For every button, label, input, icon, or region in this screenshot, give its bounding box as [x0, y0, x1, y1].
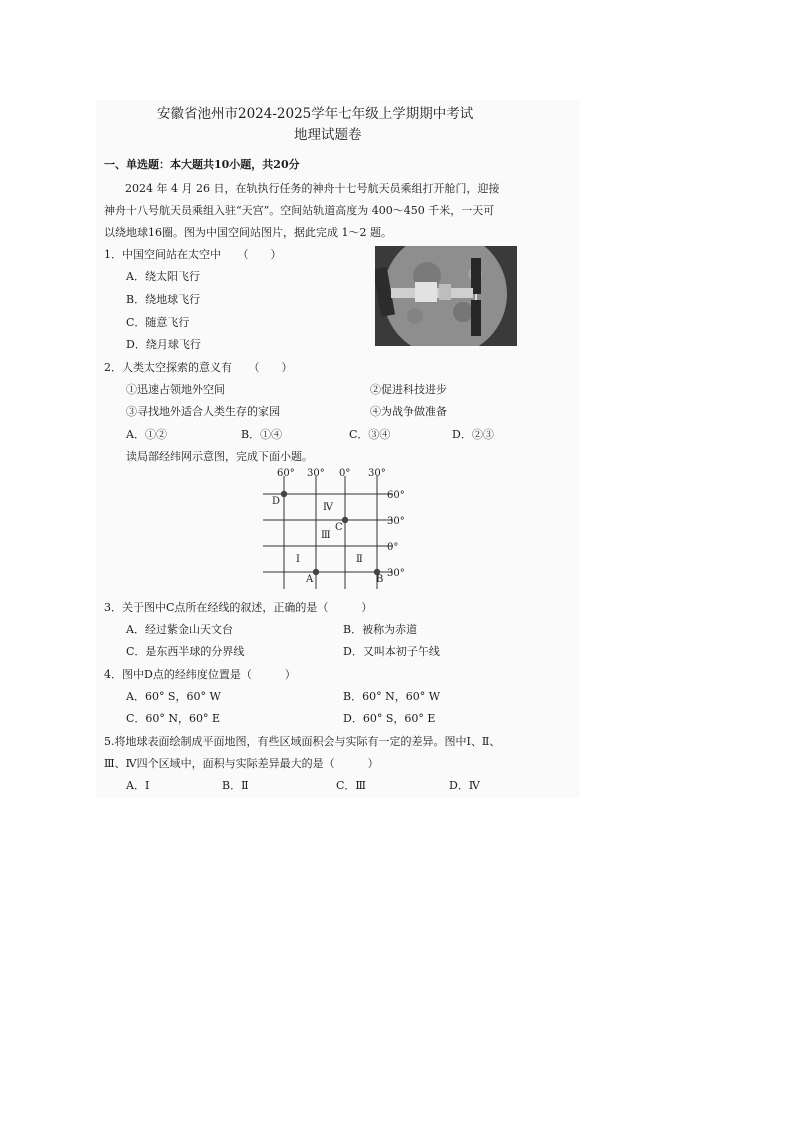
- q1-option-b: B．绕地球飞行: [126, 293, 201, 306]
- q5-option-d: D．Ⅳ: [449, 779, 480, 792]
- q3-option-b: B．被称为赤道: [343, 623, 418, 636]
- q2-statement-3: ③寻找地外适合人类生存的家园: [126, 405, 280, 418]
- point-label-d: D: [272, 496, 281, 507]
- lat-label-0: 0°: [387, 542, 399, 553]
- question-4-stem: 4．图中D点的经纬度位置是（ ）: [104, 668, 296, 681]
- question-2-stem: 2．人类太空探索的意义有 （ ）: [104, 361, 293, 374]
- region-label-4: Ⅳ: [323, 502, 333, 513]
- q1-option-d: D．绕月球飞行: [126, 338, 201, 351]
- q4-option-b: B．60° N，60° W: [343, 690, 441, 703]
- region-label-3: Ⅲ: [321, 530, 331, 541]
- q4-option-c: C．60° N，60° E: [126, 712, 221, 725]
- question-1-stem: 1．中国空间站在太空中 （ ）: [104, 248, 282, 261]
- q2-option-a: A．①②: [126, 428, 167, 441]
- point-a-marker: [313, 569, 319, 575]
- region-label-2: Ⅱ: [356, 554, 363, 565]
- point-label-c: C: [335, 522, 343, 533]
- space-station-photo: [375, 246, 517, 346]
- q1-option-a: A．绕太阳飞行: [126, 270, 200, 283]
- point-c-marker: [342, 517, 348, 523]
- lat-label-30n: 30°: [387, 516, 405, 527]
- point-d-marker: [281, 491, 287, 497]
- point-label-a: A: [306, 574, 314, 585]
- q2-statement-2: ②促进科技进步: [370, 383, 447, 396]
- q1-option-c: C．随意飞行: [126, 316, 190, 329]
- exam-title-line2: 地理试题卷: [294, 127, 362, 143]
- graticule-diagram: [255, 464, 415, 589]
- lat-label-60: 60°: [387, 490, 405, 501]
- q3-option-d: D．又叫本初子午线: [343, 645, 440, 658]
- lon-label-0: 0°: [339, 468, 351, 479]
- lat-label-30s: 30°: [387, 568, 405, 579]
- q4-option-a: A．60° S，60° W: [126, 690, 221, 703]
- point-label-b: B: [376, 574, 384, 585]
- question-5-stem: 5.将地球表面绘制成平面地图，有些区域面积会与实际有一定的差异。图中Ⅰ、Ⅱ、: [104, 735, 501, 748]
- lon-label-60: 60°: [277, 468, 295, 479]
- question-5-stem-cont: Ⅲ、Ⅳ四个区域中，面积与实际差异最大的是（ ）: [104, 757, 379, 770]
- q5-option-b: B．Ⅱ: [222, 779, 249, 792]
- q2-statement-4: ④为战争做准备: [370, 405, 447, 418]
- lon-label-30w: 30°: [307, 468, 325, 479]
- passage-line: 2024 年 4 月 26 日，在轨执行任务的神舟十七号航天员乘组打开舱门，迎接: [125, 182, 500, 195]
- q3-option-c: C．是东西半球的分界线: [126, 645, 245, 658]
- q3-option-a: A．经过紫金山天文台: [126, 623, 233, 636]
- passage-line: 以绕地球16圈。图为中国空间站图片，据此完成 1～2 题。: [104, 226, 392, 239]
- lon-label-30e: 30°: [368, 468, 386, 479]
- q2-statement-1: ①迅速占领地外空间: [126, 383, 225, 396]
- q5-option-c: C．Ⅲ: [336, 779, 367, 792]
- exam-title-line1: 安徽省池州市2024-2025学年七年级上学期期中考试: [157, 106, 474, 122]
- q2-option-d: D．②③: [452, 428, 494, 441]
- q2-option-b: B．①④: [241, 428, 283, 441]
- q2-option-c: C．③④: [349, 428, 391, 441]
- q4-option-d: D．60° S，60° E: [343, 712, 436, 725]
- passage-line: 神舟十八号航天员乘组入驻“天宫”。空间站轨道高度为 400～450 千米，一天可: [104, 204, 495, 217]
- map-intro: 读局部经纬网示意图，完成下面小题。: [126, 450, 313, 463]
- region-label-1: Ⅰ: [296, 554, 300, 565]
- question-3-stem: 3．关于图中C点所在经线的叙述，正确的是（ ）: [104, 601, 373, 614]
- section-heading: 一、单选题：本大题共10小题，共20分: [104, 158, 300, 171]
- q5-option-a: A．Ⅰ: [126, 779, 150, 792]
